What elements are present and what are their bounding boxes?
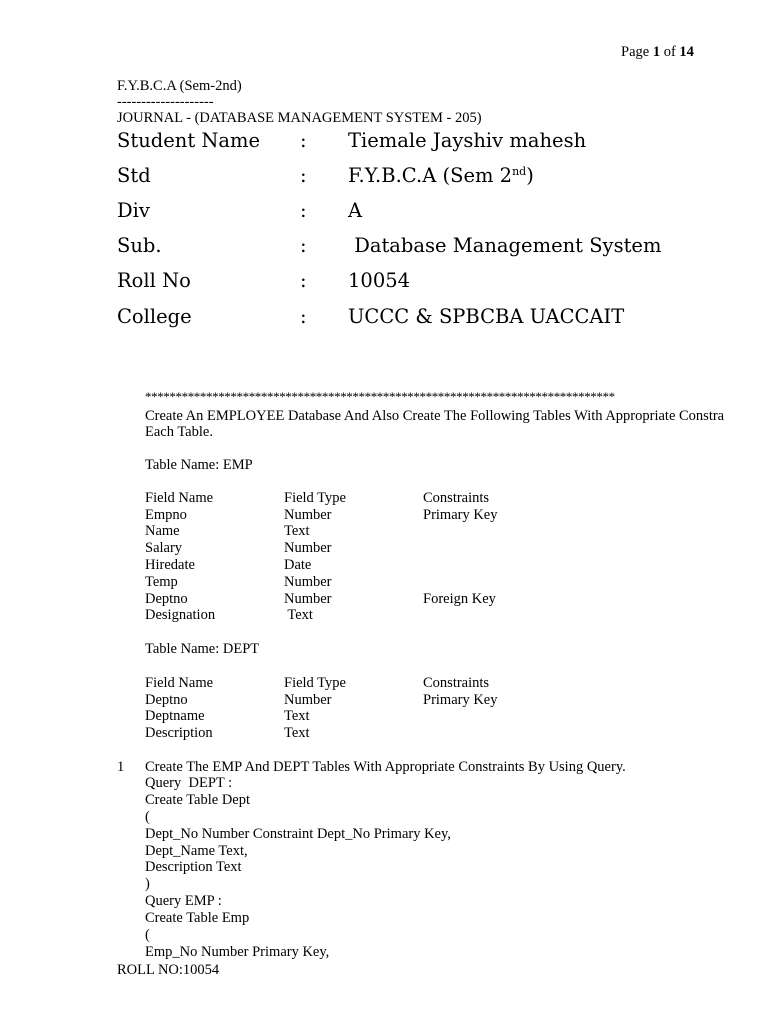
table-cell: Empno xyxy=(145,507,187,523)
std-label: Std xyxy=(117,164,151,187)
emp-table-title: Table Name: EMP xyxy=(145,457,253,473)
table-cell: Date xyxy=(284,557,312,573)
page-prefix: Page xyxy=(621,44,653,60)
table-cell: Deptno xyxy=(145,692,188,708)
page-current: 1 xyxy=(652,44,661,60)
table-cell: Description xyxy=(145,725,213,741)
code-line: Dept_No Number Constraint Dept_No Primary Key, xyxy=(145,826,451,842)
code-line: Description Text xyxy=(145,859,242,875)
table-cell: Deptname xyxy=(145,708,205,724)
dept-header-constraints: Constraints xyxy=(423,675,490,691)
sub-label: Sub. xyxy=(117,234,162,257)
college-value: UCCC & SPBCBA UACCAIT xyxy=(348,305,625,328)
table-cell: Number xyxy=(284,692,332,708)
code-line: Query DEPT : xyxy=(145,775,233,791)
code-line: Dept_Name Text, xyxy=(145,843,248,859)
intro-line-1: Create An EMPLOYEE Database And Also Create The Following Tables With Appropriate Constra xyxy=(145,408,725,424)
page-of: of xyxy=(660,44,680,60)
student-name-label: Student Name xyxy=(117,129,261,152)
course-line: F.Y.B.C.A (Sem-2nd) xyxy=(117,78,242,94)
footer-roll-no: ROLL NO:10054 xyxy=(117,962,220,978)
college-colon: : xyxy=(300,305,307,328)
emp-header-field-name: Field Name xyxy=(145,490,214,506)
table-cell: Text xyxy=(284,523,310,539)
table-cell: Text xyxy=(284,708,310,724)
stars-separator: ***************************************************************************** xyxy=(145,389,615,404)
table-cell: Temp xyxy=(145,574,178,590)
dept-table-title: Table Name: DEPT xyxy=(145,641,260,657)
page-total: 14 xyxy=(679,44,694,60)
std-value-main: F.Y.B.C.A (Sem 2 xyxy=(348,164,513,187)
student-name-value: Tiemale Jayshiv mahesh xyxy=(348,129,587,152)
code-line: Query EMP : xyxy=(145,893,222,909)
div-label: Div xyxy=(117,199,150,222)
div-value: A xyxy=(348,199,363,222)
table-cell: Number xyxy=(284,507,332,523)
table-cell: Hiredate xyxy=(145,557,195,573)
table-cell: Text xyxy=(284,607,313,623)
std-value xyxy=(348,164,534,187)
emp-header-field-type: Field Type xyxy=(284,490,346,506)
table-cell: Foreign Key xyxy=(423,591,496,607)
dept-header-field-name: Field Name xyxy=(145,675,214,691)
std-colon: : xyxy=(300,164,307,187)
college-label: College xyxy=(117,305,192,328)
sub-colon: : xyxy=(300,234,307,257)
student-name-colon: : xyxy=(300,129,307,152)
code-line: ( xyxy=(145,927,150,943)
table-cell: Text xyxy=(284,725,310,741)
code-line: ) xyxy=(145,876,150,892)
table-cell: Designation xyxy=(145,607,216,623)
code-line: Create Table Dept xyxy=(145,792,251,808)
table-cell: Salary xyxy=(145,540,183,556)
question-text: Create The EMP And DEPT Tables With Appropriate Constraints By Using Query. xyxy=(145,759,626,775)
code-line: Create Table Emp xyxy=(145,910,250,926)
roll-no-label: Roll No xyxy=(117,269,191,292)
dash-line: -------------------- xyxy=(117,94,214,110)
table-cell: Number xyxy=(284,540,332,556)
emp-header-constraints: Constraints xyxy=(423,490,490,506)
question-number: 1 xyxy=(117,759,125,775)
table-cell: Number xyxy=(284,591,332,607)
table-cell: Primary Key xyxy=(423,692,498,708)
table-cell: Number xyxy=(284,574,332,590)
div-colon: : xyxy=(300,199,307,222)
code-line: ( xyxy=(145,809,150,825)
std-value-sup: nd xyxy=(512,165,527,178)
code-line: Emp_No Number Primary Key, xyxy=(145,944,330,960)
table-cell: Deptno xyxy=(145,591,188,607)
roll-no-colon: : xyxy=(300,269,307,292)
dept-header-field-type: Field Type xyxy=(284,675,346,691)
table-cell: Primary Key xyxy=(423,507,498,523)
roll-no-value: 10054 xyxy=(348,269,411,292)
table-cell: Name xyxy=(145,523,180,539)
journal-line: JOURNAL - (DATABASE MANAGEMENT SYSTEM - 205) xyxy=(117,110,482,126)
page-number xyxy=(621,44,694,61)
intro-line-2: Each Table. xyxy=(145,424,213,440)
sub-value: Database Management System xyxy=(348,234,662,257)
std-value-suffix: ) xyxy=(526,164,534,187)
